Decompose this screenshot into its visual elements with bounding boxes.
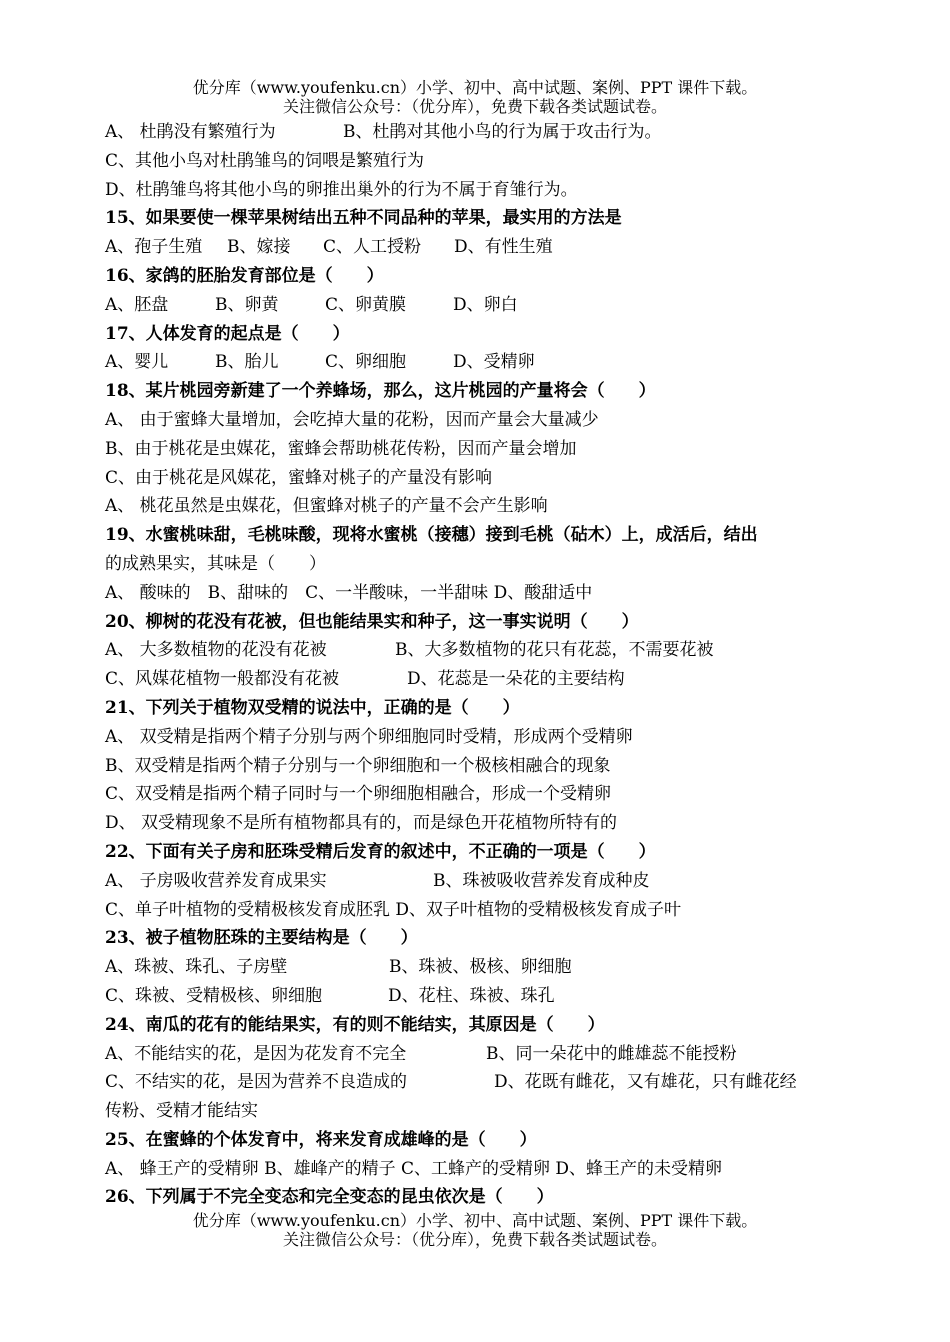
options-25: A、 蜂王产的受精卵 B、雄峰产的精子 C、工蜂产的受精卵 D、蜂王产的未受精卵 [105,1158,723,1179]
option-line: C、其他小鸟对杜鹃雏鸟的饲喂是繁殖行为 [105,150,425,171]
options-23-ab [105,953,855,982]
option-b: B、卵黄 [215,294,279,315]
question-19-continued: 的成熟果实，其味是（ ） [105,553,326,574]
footer-line-2: 关注微信公众号：（优分库），免费下载各类试题试卷。 [282,1230,667,1249]
option-b: B、胎儿 [215,352,279,373]
options-15 [105,233,855,262]
footer-line-1: 优分库（www.youfenku.cn）小学、初中、高中试题、案例、PPT 课件下载。 [192,1211,758,1230]
option-d: D、花蕊是一朵花的主要结构 [407,669,625,690]
option-line: D、杜鹃雏鸟将其他小鸟的卵推出巢外的行为不属于育雏行为。 [105,179,578,200]
option-b: B、由于桃花是虫媒花，蜜蜂会帮助桃花传粉，因而产量会增加 [105,438,577,459]
question-22: 22、下面有关子房和胚珠受精后发育的叙述中，不正确的一项是（ ） [105,841,656,862]
option-b: B、同一朵花中的雌雄蕊不能授粉 [486,1043,737,1064]
option-d: D、卵白 [453,294,518,315]
option-d-continued: 传粉、受精才能结实 [105,1101,258,1122]
option-a: A、 大多数植物的花没有花被 [105,640,327,661]
option-c: C、不结实的花，是因为营养不良造成的 [105,1072,408,1093]
option-a: A、 由于蜜蜂大量增加，会吃掉大量的花粉，因而产量会大量减少 [105,409,599,430]
option-a: A、不能结实的花，是因为花发育不完全 [105,1043,407,1064]
option-c: C、卵黄膜 [325,294,407,315]
option-d: D、花既有雌花，又有雄花，只有雌花经 [494,1072,797,1093]
option-d: D、 双受精现象不是所有植物都具有的，而是绿色开花植物所特有的 [105,813,618,834]
option-c: C、人工授粉 [323,237,422,258]
question-16: 16、家鸽的胚胎发育部位是（ ） [105,265,384,286]
options-20-cd [105,665,855,694]
options-22-ab [105,867,855,896]
option-b: B、双受精是指两个精子分别与一个卵细胞和一个极核相融合的现象 [105,755,611,776]
question-18: 18、某片桃园旁新建了一个养蜂场，那么，这片桃园的产量将会（ ） [105,381,656,402]
option-b: B、嫁接 [227,237,291,258]
question-19: 19、水蜜桃味甜，毛桃味酸，现将水蜜桃（接穗）接到毛桃（砧木）上，成活后，结出 [105,525,758,546]
exam-content [105,118,855,1212]
options-20-ab [105,636,855,665]
option-a: A、珠被、珠孔、子房壁 [105,957,288,978]
option-a: A、婴儿 [105,352,169,373]
option-d: D、花柱、珠被、珠孔 [388,985,555,1006]
option-a: A、孢子生殖 [105,237,203,258]
option-b: B、珠被吸收营养发育成种皮 [433,870,650,891]
header-line-1: 优分库（www.youfenku.cn）小学、初中、高中试题、案例、PPT 课件下载。 [192,78,758,97]
header-line-2: 关注微信公众号：（优分库），免费下载各类试题试卷。 [282,97,667,116]
option-d: A、 桃花虽然是虫媒花，但蜜蜂对桃子的产量不会产生影响 [105,496,548,517]
options-22-cd: C、单子叶植物的受精极核发育成胚乳 D、双子叶植物的受精极核发育成子叶 [105,899,682,920]
options-16 [105,291,855,320]
option-line [105,118,855,147]
question-15: 15、如果要使一棵苹果树结出五种不同品种的苹果，最实用的方法是 [105,208,622,229]
option-d: D、有性生殖 [454,237,553,258]
question-23: 23、被子植物胚珠的主要结构是（ ） [105,928,418,949]
options-24-cd [105,1068,855,1097]
option-a: A、 子房吸收营养发育成果实 [105,870,327,891]
option-a: A、胚盘 [105,294,169,315]
page-footer [0,1211,950,1249]
option-a: A、 杜鹃没有繁殖行为 [105,122,276,142]
options-24-ab [105,1040,855,1069]
question-20: 20、柳树的花没有花被，但也能结果实和种子，这一事实说明（ ） [105,611,639,632]
option-c: C、由于桃花是风媒花，蜜蜂对桃子的产量没有影响 [105,467,493,488]
option-b: B、珠被、极核、卵细胞 [389,957,572,978]
question-24: 24、南瓜的花有的能结果实，有的则不能结实，其原因是（ ） [105,1014,605,1035]
question-17: 17、人体发育的起点是（ ） [105,323,350,344]
option-c: C、珠被、受精极核、卵细胞 [105,985,323,1006]
option-c: C、卵细胞 [325,352,407,373]
option-d: D、受精卵 [453,352,535,373]
question-21: 21、下列关于植物双受精的说法中，正确的是（ ） [105,697,520,718]
page-header [0,78,950,116]
option-b: B、杜鹃对其他小鸟的行为属于攻击行为。 [343,122,662,142]
option-c: C、双受精是指两个精子同时与一个卵细胞相融合，形成一个受精卵 [105,784,612,805]
options-19: A、 酸味的 B、甜味的 C、一半酸味，一半甜味 D、酸甜适中 [105,582,593,603]
option-b: B、大多数植物的花只有花蕊，不需要花被 [395,640,714,661]
options-17 [105,348,855,377]
option-a: A、 双受精是指两个精子分别与两个卵细胞同时受精，形成两个受精卵 [105,726,633,747]
options-23-cd [105,982,855,1011]
question-25: 25、在蜜蜂的个体发育中，将来发育成雄峰的是（ ） [105,1129,537,1150]
option-c: C、风媒花植物一般都没有花被 [105,669,340,690]
question-26: 26、下列属于不完全变态和完全变态的昆虫依次是（ ） [105,1187,554,1208]
